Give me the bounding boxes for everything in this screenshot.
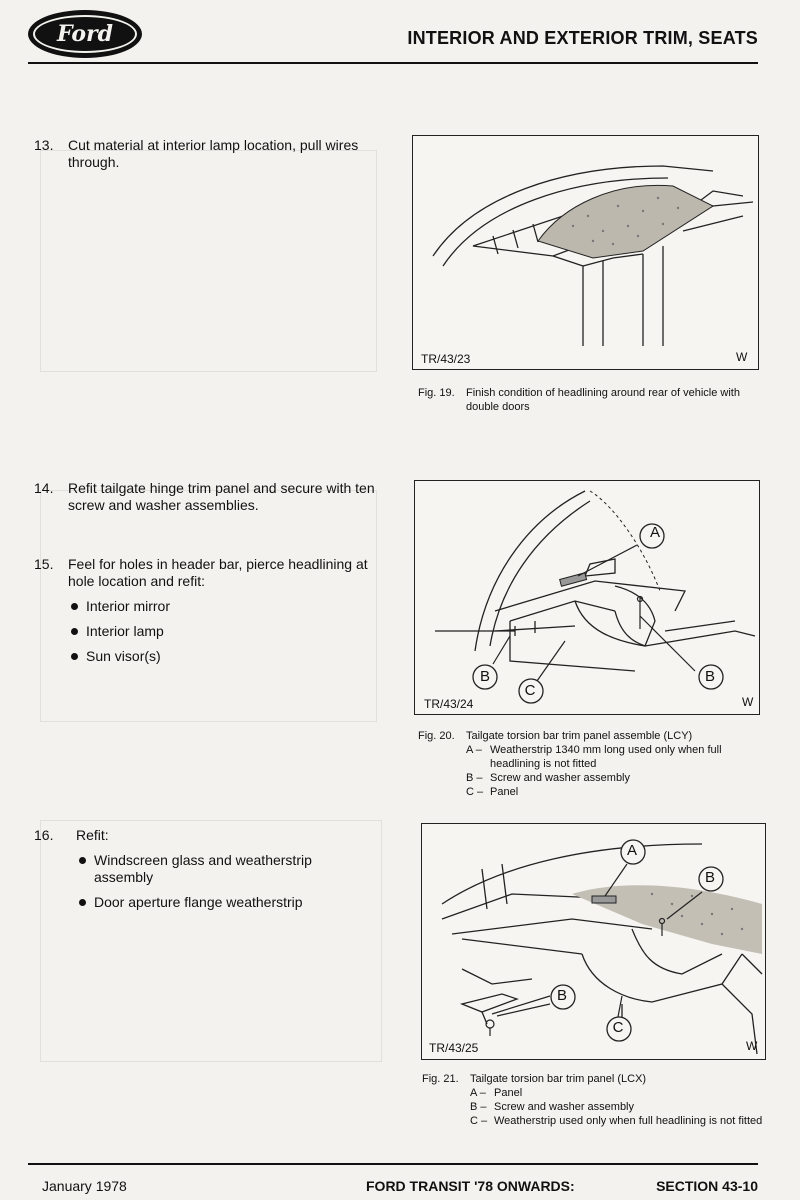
step-15 bbox=[34, 556, 379, 673]
callout-label: B bbox=[556, 987, 567, 1004]
ford-logo-text: Ford bbox=[33, 15, 137, 53]
item-text: Weatherstrip used only when full headlining is not fitted bbox=[494, 1115, 763, 1127]
figure-corner-mark: W bbox=[736, 350, 748, 364]
callout-label: C bbox=[612, 1019, 624, 1036]
ford-logo bbox=[28, 10, 142, 58]
figure-reference-id: TR/43/24 bbox=[424, 697, 474, 711]
list-item: Interior lamp bbox=[68, 623, 376, 640]
callout-label: C bbox=[524, 682, 536, 699]
figure-19-caption bbox=[418, 386, 758, 414]
list-item: Windscreen glass and weatherstrip assembly bbox=[76, 852, 372, 886]
headlining-rear-illustration bbox=[413, 136, 758, 369]
footer-model: FORD TRANSIT '78 ONWARDS: bbox=[366, 1178, 575, 1194]
figure-corner-mark: W bbox=[746, 1039, 758, 1053]
list-item: Sun visor(s) bbox=[68, 648, 376, 665]
step-16 bbox=[34, 827, 379, 919]
figure-title: Tailgate torsion bar trim panel assemble (LCY) bbox=[466, 730, 693, 742]
step-14 bbox=[34, 480, 379, 514]
item-letter: A – bbox=[466, 744, 482, 756]
item-text: Weatherstrip 1340 mm long used only when full headlining is not fitted bbox=[490, 744, 722, 770]
footer-date: January 1978 bbox=[42, 1178, 127, 1194]
list-item: Door aperture flange weatherstrip bbox=[76, 894, 372, 911]
callout-label: A bbox=[649, 524, 660, 541]
header-rule bbox=[28, 62, 758, 64]
callout-label: A bbox=[626, 842, 637, 859]
step-text: Cut material at interior lamp location, pull wires through. bbox=[68, 137, 359, 170]
bullet-list bbox=[76, 852, 372, 911]
item-text: Panel bbox=[490, 786, 519, 798]
figure-number: Fig. 20. bbox=[418, 730, 455, 742]
item-text: Screw and washer assembly bbox=[494, 1101, 635, 1113]
figure-number: Fig. 21. bbox=[422, 1073, 459, 1085]
callout-label: B bbox=[704, 668, 715, 685]
figure-19-illustration bbox=[412, 135, 759, 370]
bullet-list bbox=[68, 598, 376, 665]
item-letter: B – bbox=[470, 1101, 487, 1113]
figure-21-illustration bbox=[421, 823, 766, 1060]
step-number: 16. bbox=[34, 827, 54, 843]
step-number: 15. bbox=[34, 556, 54, 572]
list-item: Interior mirror bbox=[68, 598, 376, 615]
item-letter: C – bbox=[466, 786, 484, 798]
step-text: Refit tailgate hinge trim panel and secure with ten screw and washer assemblies. bbox=[68, 480, 375, 513]
figure-number: Fig. 19. bbox=[418, 387, 455, 399]
item-text: Panel bbox=[494, 1087, 523, 1099]
item-text: Screw and washer assembly bbox=[490, 772, 631, 784]
figure-corner-mark: W bbox=[742, 695, 754, 709]
page-title: INTERIOR AND EXTERIOR TRIM, SEATS bbox=[407, 28, 758, 48]
step-number: 14. bbox=[34, 480, 54, 496]
footer-rule bbox=[28, 1163, 758, 1165]
figure-reference-id: TR/43/25 bbox=[429, 1041, 479, 1055]
step-text: Feel for holes in header bar, pierce headlining at hole location and refit: bbox=[68, 556, 368, 589]
step-number: 13. bbox=[34, 137, 54, 153]
step-13 bbox=[34, 137, 379, 171]
figure-20-caption bbox=[418, 729, 763, 799]
torsion-bar-trim-lcx-illustration bbox=[422, 824, 765, 1059]
footer-section: SECTION 43-10 bbox=[656, 1178, 758, 1194]
callout-label: B bbox=[704, 869, 715, 886]
figure-reference-id: TR/43/23 bbox=[421, 352, 471, 366]
callout-label: B bbox=[479, 668, 490, 685]
item-letter: A – bbox=[470, 1087, 486, 1099]
item-letter: C – bbox=[470, 1115, 488, 1127]
figure-title: Finish condition of headlining around rear of vehicle with double doors bbox=[466, 387, 740, 413]
step-text: Refit: bbox=[76, 827, 109, 843]
figure-21-caption bbox=[422, 1072, 767, 1128]
ghost-figure-1 bbox=[40, 150, 377, 372]
figure-title: Tailgate torsion bar trim panel (LCX) bbox=[470, 1073, 647, 1085]
item-letter: B – bbox=[466, 772, 483, 784]
